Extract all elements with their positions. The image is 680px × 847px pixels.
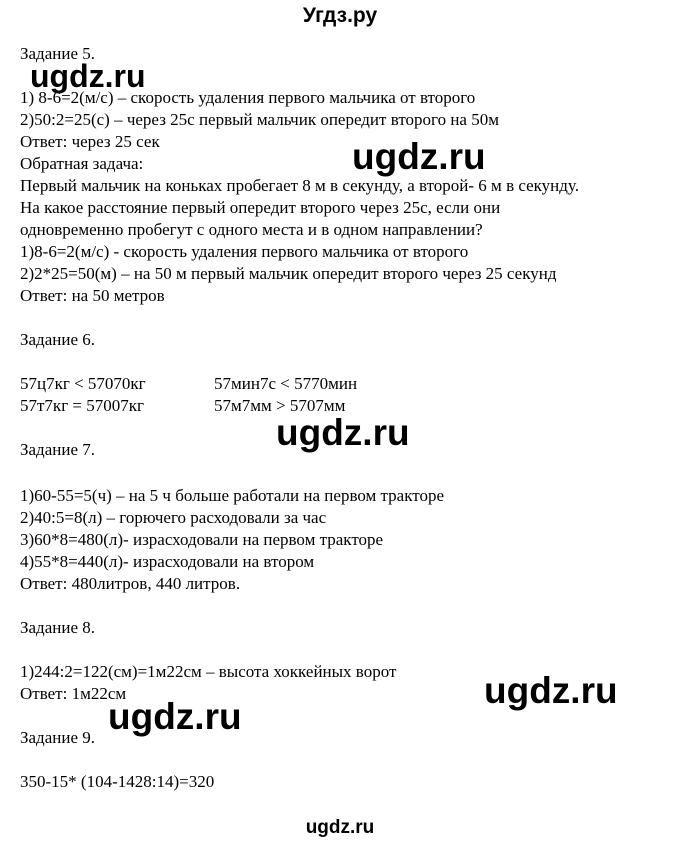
watermark-logo: ugdz.ru bbox=[30, 58, 146, 94]
task5-line: На какое расстояние первый опередит второго через 25с, если они bbox=[20, 198, 501, 217]
task8-line: 1)244:2=122(см)=1м22см – высота хоккейных ворот bbox=[20, 662, 397, 681]
task5-line: 1)8-6=2(м/с) - скорость удаления первого мальчика от второго bbox=[20, 242, 469, 261]
task8-answer: Ответ: 1м22см bbox=[20, 684, 127, 703]
task9-title: Задание 9. bbox=[20, 728, 95, 747]
task5-answer: Ответ: через 25 сек bbox=[20, 132, 160, 151]
task7-line: 1)60-55=5(ч) – на 5 ч больше работали на первом тракторе bbox=[20, 486, 445, 505]
site-header: Угдз.ру bbox=[302, 4, 378, 27]
task7-answer: Ответ: 480литров, 440 литров. bbox=[20, 574, 241, 593]
task5-line: Обратная задача: bbox=[20, 154, 144, 173]
watermark-logo: ugdz.ru bbox=[276, 412, 410, 453]
site-footer: ugdz.ru bbox=[305, 817, 375, 838]
task5-line: 2)2*25=50(м) – на 50 м первый мальчик опередит второго через 25 секунд bbox=[20, 264, 557, 283]
task6-row-left: 57ц7кг < 57070кг bbox=[20, 374, 146, 393]
task7-line: 2)40:5=8(л) – горючего расходовали за час bbox=[20, 508, 327, 527]
task5-answer: Ответ: на 50 метров bbox=[20, 286, 165, 305]
watermark-logo: ugdz.ru bbox=[108, 696, 242, 737]
watermark-logo: ugdz.ru bbox=[352, 136, 486, 177]
task9-line: 350-15* (104-1428:14)=320 bbox=[20, 772, 215, 791]
task6-row-left: 57т7кг = 57007кг bbox=[20, 396, 144, 415]
task5-line: Первый мальчик на коньках пробегает 8 м в секунду, а второй- 6 м в секунду. bbox=[20, 176, 579, 195]
watermark-logo: ugdz.ru bbox=[484, 670, 618, 711]
task7-title: Задание 7. bbox=[20, 440, 95, 459]
task5-title: Задание 5. bbox=[20, 44, 95, 63]
task6-row-right: 57мин7с < 5770мин bbox=[214, 374, 358, 393]
task7-line: 4)55*8=440(л)- израсходовали на втором bbox=[20, 552, 315, 571]
task6-title: Задание 6. bbox=[20, 330, 95, 349]
task5-line: 2)50:2=25(с) – через 25с первый мальчик опередит второго на 50м bbox=[20, 110, 499, 129]
task6-row-right: 57м7мм > 5707мм bbox=[214, 396, 346, 415]
task5-line: одновременно пробегут с одного места и в одном направлении? bbox=[20, 220, 483, 239]
task8-title: Задание 8. bbox=[20, 618, 95, 637]
task7-line: 3)60*8=480(л)- израсходовали на первом тракторе bbox=[20, 530, 384, 549]
task5-line: 1) 8-6=2(м/с) – скорость удаления первого мальчика от второго bbox=[20, 88, 476, 107]
